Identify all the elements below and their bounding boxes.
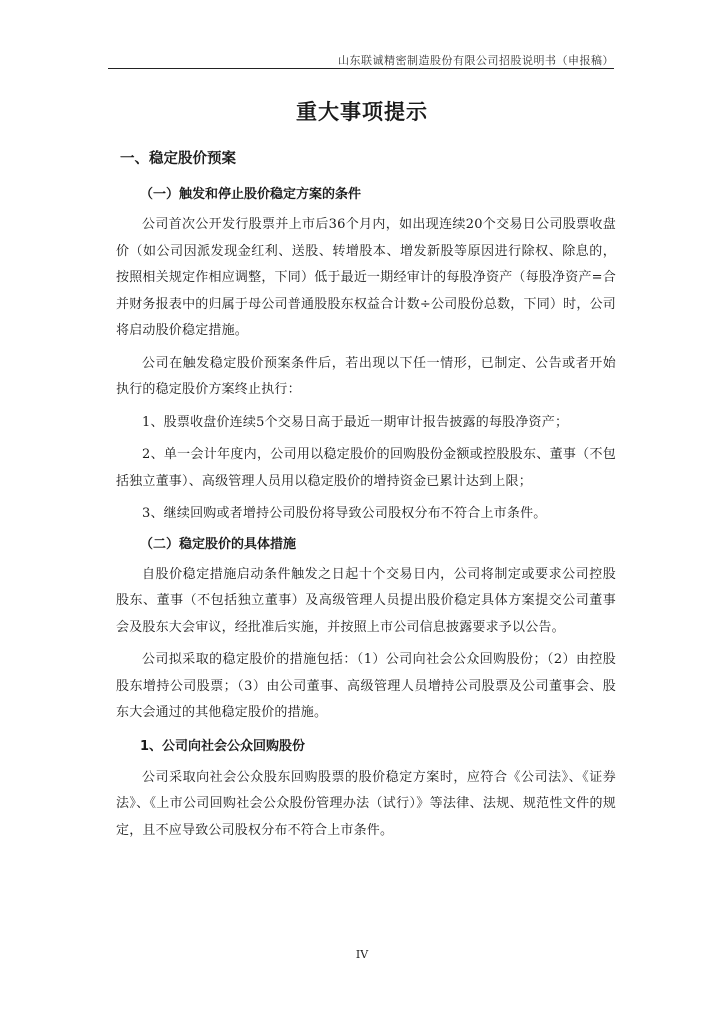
subsection-heading-share-repurchase: 1、公司向社会公众回购股份	[140, 738, 306, 754]
list-paragraph: 2、单一会计年度内，公司用以稳定股价的回购股份金额或控股股东、董事（不包括独立董事）、高级管理人员用以稳定股价的增持资金已累计达到上限；	[116, 447, 616, 489]
paragraph: 自股价稳定措施启动条件触发之日起十个交易日内，公司将制定或要求公司控股股东、董事（不包括独立董事）及高级管理人员提出股价稳定具体方案提交公司董事会及股东大会审议，经批准后实施，并按照上市公司信息披露要求予以公告。	[116, 566, 616, 635]
paragraph: 公司采取向社会公众股东回购股票的股价稳定方案时，应符合《公司法》、《证券法》、《上市公司回购社会公众股份管理办法（试行）》等法律、法规、规范性文件的规定，且不应导致公司股权分布不符合上市条件。	[116, 769, 616, 838]
subsection-heading-specific-measures: （二）稳定股价的具体措施	[140, 536, 297, 552]
page-title: 重大事项提示	[296, 100, 428, 124]
running-header: 山东联诚精密制造股份有限公司招股说明书（申报稿）	[338, 54, 614, 67]
section-heading-stabilization-plan: 一、稳定股价预案	[120, 151, 236, 167]
list-paragraph: 1、股票收盘价连续5个交易日高于最近一期审计报告披露的每股净资产；	[142, 414, 569, 430]
paragraph: 公司在触发稳定股价预案条件后，若出现以下任一情形，已制定、公告或者开始执行的稳定股价方案终止执行：	[116, 355, 616, 397]
paragraph: 公司首次公开发行股票并上市后36个月内，如出现连续20个交易日公司股票收盘价（如公司因派发现金红利、送股、转增股本、增发新股等原因进行除权、除息的，按照相关规定作相应调整，下同）低于最近一期经审计的每股净资产（每股净资产=合并财务报表中的归属于母公司普通股股东权益合计数÷公司股份总数，下同）时，公司将启动股价稳定措施。	[116, 217, 616, 338]
document-body	[116, 140, 616, 850]
list-paragraph: 3、继续回购或者增持公司股份将导致公司股权分布不符合上市条件。	[142, 506, 547, 521]
header-divider	[108, 68, 614, 69]
subsection-heading-trigger-conditions: （一）触发和停止股价稳定方案的条件	[140, 187, 362, 202]
paragraph: 公司拟采取的稳定股价的措施包括：（1）公司向社会公众回购股份；（2）由控股股东增持公司股票；（3）由公司董事、高级管理人员增持公司股票及公司董事会、股东大会通过的其他稳定股价的措施。	[116, 652, 616, 720]
page-number: IV	[355, 948, 369, 961]
